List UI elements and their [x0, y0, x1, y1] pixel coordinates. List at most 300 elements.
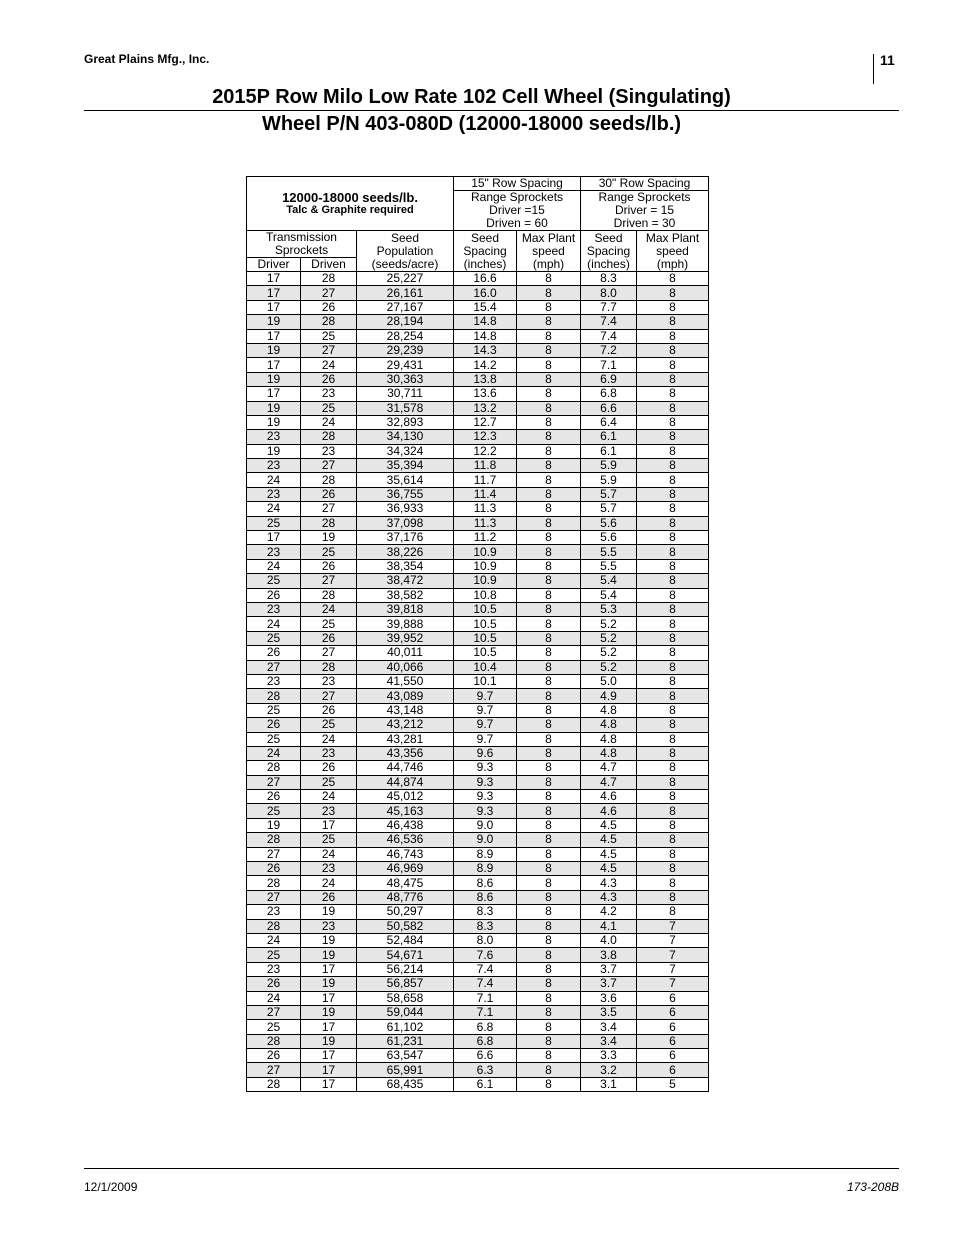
range-driver: Driver =15 [489, 203, 545, 217]
max-speed-30-cell: 6 [637, 1020, 709, 1034]
header-text: Spacing [586, 243, 631, 258]
seed-population-cell: 39,888 [357, 617, 454, 631]
driven-cell: 24 [301, 847, 357, 861]
table-row [247, 1020, 709, 1034]
seed-spacing-15-cell: 12.2 [454, 444, 517, 458]
max-speed-30-cell: 8 [637, 833, 709, 847]
driven-cell: 24 [301, 732, 357, 746]
max-speed-15-cell: 8 [517, 1005, 581, 1019]
seed-population-cell: 34,324 [357, 444, 454, 458]
max-speed-30-cell: 8 [637, 732, 709, 746]
driver-cell: 24 [247, 559, 301, 573]
seed-spacing-15-cell: 6.8 [454, 1034, 517, 1048]
max-speed-15-cell: 8 [517, 905, 581, 919]
seed-population-cell: 39,952 [357, 631, 454, 645]
header-divider [873, 54, 874, 84]
seed-population-cell: 65,991 [357, 1063, 454, 1077]
range-driver: Driver = 15 [615, 203, 675, 217]
header-text: Spacing [463, 243, 507, 258]
driver-cell: 28 [247, 833, 301, 847]
max-speed-30-cell: 8 [637, 300, 709, 314]
table-row [247, 775, 709, 789]
seed-spacing-30-cell: 7.7 [581, 300, 637, 314]
max-speed-15-cell: 8 [517, 545, 581, 559]
seed-spacing-30-cell: 4.7 [581, 775, 637, 789]
driver-cell: 26 [247, 790, 301, 804]
seed-population-cell: 27,167 [357, 300, 454, 314]
table-corner-cell [247, 177, 454, 231]
seed-spacing-15-cell: 10.5 [454, 602, 517, 616]
seed-spacing-30-cell: 5.4 [581, 574, 637, 588]
max-speed-15-cell: 8 [517, 1020, 581, 1034]
seed-spacing-30-cell: 5.2 [581, 617, 637, 631]
max-speed-15-cell: 8 [517, 617, 581, 631]
seed-spacing-30-cell: 4.8 [581, 718, 637, 732]
table-row [247, 905, 709, 919]
seed-spacing-30-cell: 8.3 [581, 272, 637, 286]
driver-header: Driver [247, 258, 301, 272]
seed-spacing-30-cell: 7.1 [581, 358, 637, 372]
header-text: speed [656, 243, 689, 258]
max-speed-15-cell: 8 [517, 631, 581, 645]
transmission-sprockets-header [247, 231, 357, 258]
seed-spacing-15-cell: 10.9 [454, 574, 517, 588]
seed-spacing-15-cell: 10.4 [454, 660, 517, 674]
seed-population-cell: 61,231 [357, 1034, 454, 1048]
seed-spacing-30-cell: 5.9 [581, 459, 637, 473]
seed-spacing-30-cell: 6.4 [581, 415, 637, 429]
max-speed-15-cell: 8 [517, 890, 581, 904]
max-speed-15-cell: 8 [517, 602, 581, 616]
table-row [247, 818, 709, 832]
range-label: Range Sprockets [470, 190, 564, 204]
seed-spacing-30-cell: 5.9 [581, 473, 637, 487]
max-speed-30-header [637, 231, 709, 272]
seed-population-cell: 35,614 [357, 473, 454, 487]
seed-spacing-15-header [454, 231, 517, 272]
seed-spacing-30-cell: 3.3 [581, 1049, 637, 1063]
seed-population-cell: 25,227 [357, 272, 454, 286]
max-speed-30-cell: 8 [637, 847, 709, 861]
seed-spacing-15-cell: 9.0 [454, 833, 517, 847]
seed-spacing-30-cell: 5.2 [581, 660, 637, 674]
max-speed-30-cell: 8 [637, 459, 709, 473]
max-speed-15-cell: 8 [517, 862, 581, 876]
seed-spacing-30-header [581, 231, 637, 272]
seed-population-cell: 35,394 [357, 459, 454, 473]
max-speed-30-cell: 8 [637, 343, 709, 357]
driven-cell: 28 [301, 272, 357, 286]
driver-cell: 23 [247, 487, 301, 501]
driver-cell: 28 [247, 761, 301, 775]
max-speed-30-cell: 7 [637, 933, 709, 947]
driven-cell: 17 [301, 1049, 357, 1063]
driven-cell: 19 [301, 1005, 357, 1019]
table-row [247, 1049, 709, 1063]
table-row [247, 588, 709, 602]
driver-cell: 27 [247, 1005, 301, 1019]
seed-spacing-15-cell: 6.1 [454, 1077, 517, 1091]
max-speed-30-cell: 8 [637, 761, 709, 775]
table-row [247, 718, 709, 732]
seed-population-cell: 36,755 [357, 487, 454, 501]
seed-spacing-30-cell: 4.6 [581, 804, 637, 818]
driven-cell: 26 [301, 487, 357, 501]
seed-spacing-15-cell: 12.3 [454, 430, 517, 444]
seed-population-cell: 56,214 [357, 962, 454, 976]
table-row [247, 703, 709, 717]
seed-spacing-30-cell: 3.7 [581, 977, 637, 991]
driven-cell: 19 [301, 977, 357, 991]
driver-cell: 19 [247, 818, 301, 832]
seed-population-cell: 28,194 [357, 315, 454, 329]
header-text: (seeds/acre) [371, 256, 439, 271]
driven-cell: 25 [301, 617, 357, 631]
seed-spacing-15-cell: 15.4 [454, 300, 517, 314]
driven-cell: 27 [301, 689, 357, 703]
seed-population-cell: 43,356 [357, 746, 454, 760]
driven-cell: 27 [301, 286, 357, 300]
seed-spacing-15-cell: 9.7 [454, 718, 517, 732]
max-speed-15-cell: 8 [517, 933, 581, 947]
table-row [247, 372, 709, 386]
driven-cell: 19 [301, 531, 357, 545]
max-speed-30-cell: 8 [637, 660, 709, 674]
table-row [247, 1034, 709, 1048]
max-speed-30-cell: 8 [637, 315, 709, 329]
driver-cell: 25 [247, 948, 301, 962]
max-speed-15-cell: 8 [517, 487, 581, 501]
seed-population-cell: 38,582 [357, 588, 454, 602]
max-speed-15-cell: 8 [517, 732, 581, 746]
seed-population-cell: 63,547 [357, 1049, 454, 1063]
max-speed-15-cell: 8 [517, 502, 581, 516]
seed-population-cell: 46,438 [357, 818, 454, 832]
driven-cell: 19 [301, 948, 357, 962]
driven-cell: 17 [301, 1077, 357, 1091]
seed-spacing-30-cell: 5.2 [581, 631, 637, 645]
max-speed-30-cell: 7 [637, 948, 709, 962]
header-text: Seed [390, 230, 420, 245]
seed-spacing-30-cell: 5.6 [581, 516, 637, 530]
max-speed-30-cell: 8 [637, 387, 709, 401]
range-sprockets-15 [454, 191, 581, 231]
table-row [247, 559, 709, 573]
header-text: (mph) [532, 256, 565, 271]
seed-spacing-30-cell: 6.8 [581, 387, 637, 401]
seed-population-cell: 29,239 [357, 343, 454, 357]
driver-cell: 28 [247, 876, 301, 890]
driven-cell: 19 [301, 905, 357, 919]
seed-population-cell: 38,472 [357, 574, 454, 588]
table-row [247, 660, 709, 674]
table-row [247, 286, 709, 300]
max-speed-15-cell: 8 [517, 387, 581, 401]
seed-spacing-30-cell: 7.4 [581, 315, 637, 329]
seed-population-cell: 48,475 [357, 876, 454, 890]
driven-cell: 19 [301, 933, 357, 947]
max-speed-30-cell: 8 [637, 602, 709, 616]
driver-cell: 24 [247, 473, 301, 487]
max-speed-30-cell: 8 [637, 588, 709, 602]
max-speed-30-cell: 5 [637, 1077, 709, 1091]
seed-population-cell: 43,281 [357, 732, 454, 746]
table-row [247, 646, 709, 660]
header-text: Seed [471, 230, 500, 245]
table-row [247, 933, 709, 947]
seed-spacing-30-cell: 6.6 [581, 401, 637, 415]
seed-population-cell: 39,818 [357, 602, 454, 616]
seed-spacing-30-cell: 4.5 [581, 847, 637, 861]
seed-spacing-30-cell: 5.7 [581, 487, 637, 501]
seed-spacing-30-cell: 3.8 [581, 948, 637, 962]
seed-spacing-15-cell: 16.6 [454, 272, 517, 286]
table-row [247, 804, 709, 818]
driver-cell: 25 [247, 574, 301, 588]
seed-spacing-15-cell: 11.3 [454, 502, 517, 516]
seed-population-header [357, 231, 454, 272]
max-speed-30-cell: 6 [637, 1063, 709, 1077]
max-speed-30-cell: 8 [637, 272, 709, 286]
seed-spacing-15-cell: 11.7 [454, 473, 517, 487]
table-row [247, 1005, 709, 1019]
driver-cell: 23 [247, 905, 301, 919]
header-text: (inches) [463, 256, 507, 271]
max-speed-15-cell: 8 [517, 531, 581, 545]
seed-spacing-30-cell: 5.6 [581, 531, 637, 545]
driven-cell: 25 [301, 401, 357, 415]
driver-cell: 28 [247, 689, 301, 703]
seed-population-cell: 44,874 [357, 775, 454, 789]
driven-cell: 27 [301, 502, 357, 516]
header-rule [84, 110, 899, 111]
seed-spacing-15-cell: 7.1 [454, 991, 517, 1005]
max-speed-30-cell: 8 [637, 790, 709, 804]
talc-note: Talc & Graphite required [286, 203, 414, 216]
seed-population-cell: 52,484 [357, 933, 454, 947]
driver-cell: 27 [247, 660, 301, 674]
table-row [247, 459, 709, 473]
seed-spacing-30-cell: 6.1 [581, 430, 637, 444]
seed-population-cell: 38,226 [357, 545, 454, 559]
seed-spacing-30-cell: 5.7 [581, 502, 637, 516]
seed-spacing-30-cell: 4.3 [581, 876, 637, 890]
driven-cell: 28 [301, 588, 357, 602]
table-row [247, 487, 709, 501]
seed-spacing-30-cell: 4.3 [581, 890, 637, 904]
max-speed-30-cell: 8 [637, 415, 709, 429]
driver-cell: 23 [247, 430, 301, 444]
driven-cell: 25 [301, 775, 357, 789]
driven-cell: 23 [301, 444, 357, 458]
seed-spacing-15-cell: 9.7 [454, 703, 517, 717]
seed-spacing-30-cell: 4.5 [581, 862, 637, 876]
seed-spacing-15-cell: 9.7 [454, 689, 517, 703]
table-row [247, 502, 709, 516]
max-speed-15-cell: 8 [517, 343, 581, 357]
seed-spacing-30-cell: 4.8 [581, 746, 637, 760]
max-speed-30-cell: 8 [637, 358, 709, 372]
driver-cell: 27 [247, 775, 301, 789]
range-sprockets-30 [581, 191, 709, 231]
seed-spacing-15-cell: 7.6 [454, 948, 517, 962]
driven-cell: 26 [301, 761, 357, 775]
table-row [247, 358, 709, 372]
table-row [247, 919, 709, 933]
company-name: Great Plains Mfg., Inc. [84, 52, 210, 66]
max-speed-15-cell: 8 [517, 790, 581, 804]
seed-spacing-30-cell: 3.1 [581, 1077, 637, 1091]
seed-spacing-15-cell: 10.8 [454, 588, 517, 602]
driver-cell: 25 [247, 631, 301, 645]
driver-cell: 25 [247, 732, 301, 746]
driver-cell: 24 [247, 746, 301, 760]
max-speed-15-cell: 8 [517, 372, 581, 386]
seed-spacing-15-cell: 10.5 [454, 646, 517, 660]
driver-cell: 27 [247, 1063, 301, 1077]
driver-cell: 23 [247, 545, 301, 559]
seed-size-range: 12000-18000 seeds/lb. [282, 189, 418, 205]
table-row [247, 1063, 709, 1077]
max-speed-15-cell: 8 [517, 516, 581, 530]
max-speed-15-cell: 8 [517, 804, 581, 818]
driver-cell: 25 [247, 804, 301, 818]
driven-cell: 24 [301, 790, 357, 804]
seed-population-cell: 28,254 [357, 329, 454, 343]
seed-spacing-30-cell: 5.2 [581, 646, 637, 660]
seed-spacing-15-cell: 6.8 [454, 1020, 517, 1034]
max-speed-30-cell: 8 [637, 646, 709, 660]
driver-cell: 24 [247, 502, 301, 516]
seed-spacing-15-cell: 9.3 [454, 761, 517, 775]
driver-cell: 26 [247, 862, 301, 876]
table-row [247, 545, 709, 559]
driver-cell: 26 [247, 646, 301, 660]
max-speed-15-cell: 8 [517, 415, 581, 429]
driven-cell: 17 [301, 1020, 357, 1034]
driver-cell: 23 [247, 674, 301, 688]
seed-population-cell: 48,776 [357, 890, 454, 904]
seed-spacing-30-cell: 4.2 [581, 905, 637, 919]
seed-spacing-30-cell: 4.1 [581, 919, 637, 933]
seed-spacing-30-cell: 4.0 [581, 933, 637, 947]
seed-spacing-15-cell: 13.6 [454, 387, 517, 401]
seed-spacing-30-cell: 4.8 [581, 703, 637, 717]
max-speed-30-cell: 8 [637, 444, 709, 458]
footer-rule [84, 1168, 899, 1169]
driven-cell: 19 [301, 1034, 357, 1048]
driven-cell: 28 [301, 430, 357, 444]
driver-cell: 28 [247, 1077, 301, 1091]
max-speed-30-cell: 8 [637, 430, 709, 444]
driven-cell: 27 [301, 343, 357, 357]
driven-cell: 26 [301, 559, 357, 573]
driven-cell: 26 [301, 631, 357, 645]
driver-cell: 26 [247, 588, 301, 602]
driven-cell: 25 [301, 545, 357, 559]
max-speed-30-cell: 8 [637, 718, 709, 732]
driven-cell: 28 [301, 516, 357, 530]
driven-header: Driven [301, 258, 357, 272]
seed-population-cell: 43,148 [357, 703, 454, 717]
seed-spacing-15-cell: 7.4 [454, 962, 517, 976]
seed-population-cell: 45,012 [357, 790, 454, 804]
seed-spacing-30-cell: 3.6 [581, 991, 637, 1005]
driven-cell: 27 [301, 574, 357, 588]
seed-spacing-30-cell: 5.5 [581, 559, 637, 573]
max-speed-15-cell: 8 [517, 761, 581, 775]
max-speed-15-cell: 8 [517, 876, 581, 890]
max-speed-15-cell: 8 [517, 962, 581, 976]
driver-cell: 17 [247, 358, 301, 372]
seed-spacing-15-cell: 8.3 [454, 919, 517, 933]
seed-population-cell: 40,066 [357, 660, 454, 674]
table-row [247, 343, 709, 357]
seed-spacing-15-cell: 9.3 [454, 790, 517, 804]
driver-cell: 28 [247, 919, 301, 933]
row-spacing-30-header: 30" Row Spacing [581, 177, 709, 191]
table-row [247, 329, 709, 343]
max-speed-15-cell: 8 [517, 459, 581, 473]
header-text: speed [532, 243, 565, 258]
table-row [247, 401, 709, 415]
driven-cell: 26 [301, 300, 357, 314]
driven-cell: 23 [301, 862, 357, 876]
driven-cell: 28 [301, 660, 357, 674]
max-speed-30-cell: 8 [637, 631, 709, 645]
driven-cell: 28 [301, 315, 357, 329]
range-label: Range Sprockets [598, 190, 691, 204]
seed-spacing-30-cell: 5.4 [581, 588, 637, 602]
max-speed-30-cell: 7 [637, 919, 709, 933]
seed-population-cell: 31,578 [357, 401, 454, 415]
seed-population-cell: 50,297 [357, 905, 454, 919]
seed-spacing-15-cell: 6.3 [454, 1063, 517, 1077]
table-body [247, 272, 709, 1092]
driven-cell: 23 [301, 746, 357, 760]
seed-spacing-30-cell: 3.5 [581, 1005, 637, 1019]
max-speed-15-cell: 8 [517, 1034, 581, 1048]
seed-population-cell: 45,163 [357, 804, 454, 818]
table-row [247, 833, 709, 847]
seed-spacing-30-cell: 7.4 [581, 329, 637, 343]
max-speed-30-cell: 8 [637, 775, 709, 789]
max-speed-15-cell: 8 [517, 718, 581, 732]
seed-spacing-15-cell: 8.9 [454, 862, 517, 876]
max-speed-30-cell: 7 [637, 962, 709, 976]
seed-spacing-15-cell: 7.4 [454, 977, 517, 991]
seed-population-cell: 58,658 [357, 991, 454, 1005]
driven-cell: 26 [301, 372, 357, 386]
table-row [247, 732, 709, 746]
table-row [247, 430, 709, 444]
driver-cell: 19 [247, 401, 301, 415]
seed-spacing-15-cell: 10.9 [454, 545, 517, 559]
driven-cell: 27 [301, 646, 357, 660]
seed-population-cell: 59,044 [357, 1005, 454, 1019]
max-speed-15-header [517, 231, 581, 272]
driver-cell: 23 [247, 459, 301, 473]
seed-spacing-30-cell: 3.4 [581, 1020, 637, 1034]
seed-spacing-30-cell: 3.4 [581, 1034, 637, 1048]
max-speed-15-cell: 8 [517, 1063, 581, 1077]
driver-cell: 17 [247, 300, 301, 314]
seed-population-cell: 41,550 [357, 674, 454, 688]
seed-spacing-15-cell: 14.8 [454, 315, 517, 329]
driven-cell: 28 [301, 473, 357, 487]
seed-spacing-15-cell: 13.2 [454, 401, 517, 415]
seed-spacing-30-cell: 4.8 [581, 732, 637, 746]
